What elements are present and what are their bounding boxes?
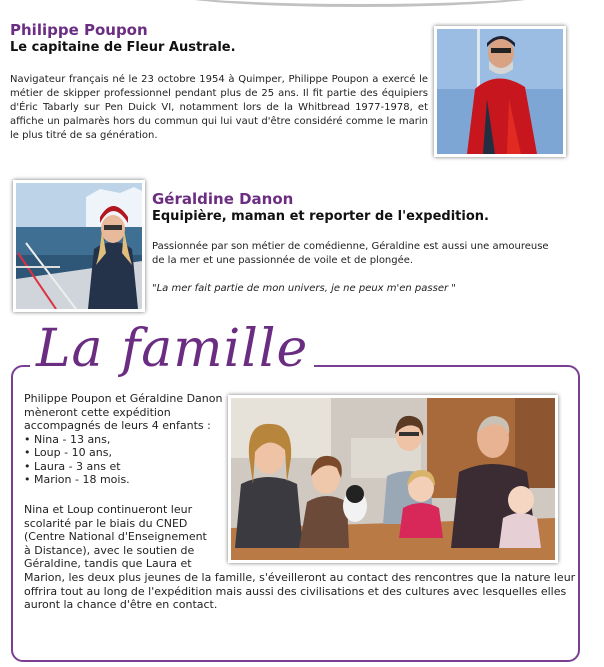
decorative-arc — [160, 0, 560, 7]
famille-intro — [24, 392, 222, 487]
school-line: (Centre National d'Enseignement — [24, 530, 207, 543]
family-photo — [228, 395, 558, 563]
child-item: • Loup - 10 ans, — [24, 446, 112, 459]
closing-line: offrira tout au long de l'expédition mais aussi des civilisations et des cultures avec lesquelles elles — [24, 584, 567, 598]
school-line: scolarité par le biais du CNED — [24, 516, 188, 530]
geraldine-bio: Passionnée par son métier de comédienne, Géraldine est aussi une amoureuse de la mer et une passionnée de voile et de plongée. — [152, 241, 549, 266]
geraldine-photo — [13, 180, 145, 312]
child-item: • Laura - 3 ans et — [24, 459, 121, 473]
philippe-name: Philippe Poupon — [10, 21, 148, 39]
intro-line: Philippe Poupon et Géraldine Danon — [24, 392, 223, 405]
geraldine-quote: "La mer fait partie de mon univers, je ne peux m'en passer " — [152, 283, 456, 294]
geraldine-role: Equipière, maman et reporter de l'expedition. — [152, 209, 489, 224]
geraldine-name: Géraldine Danon — [152, 190, 294, 208]
philippe-bio: Navigateur français né le 23 octobre 1954 à Quimper, Philippe Poupon a exercé le métier de skipper professionnel pendant plus de 25 ans. Il fit partie des équipiers d'Éric Tabarly sur Pen Duick VI, notamment lors de la Whitbread 1977-1978, et affiche un palmarès hors du commun qui lui vaut d'être considéré comme le marin le plus titré de sa génération. — [10, 74, 428, 141]
famille-school — [24, 503, 207, 571]
school-line: à Distance), avec le soutien de — [24, 543, 195, 557]
closing-line: auront la chance d'être en contact. — [24, 598, 218, 611]
closing-line: Marion, les deux plus jeunes de la famille, s'éveilleront au contact des rencontres que la nature leur — [24, 571, 576, 584]
famille-closing — [24, 571, 575, 612]
intro-line: accompagnés de leurs 4 enfants : — [24, 419, 211, 432]
philippe-role: Le capitaine de Fleur Australe. — [10, 40, 236, 55]
intro-line: mèneront cette expédition — [24, 405, 171, 419]
child-item: • Nina - 13 ans, — [24, 432, 111, 446]
philippe-photo — [434, 26, 566, 157]
school-line: Nina et Loup continueront leur — [24, 503, 193, 516]
child-item: • Marion - 18 mois. — [24, 473, 130, 486]
famille-title: La famille — [30, 318, 314, 380]
school-line: Géraldine, tandis que Laura et — [24, 557, 192, 570]
